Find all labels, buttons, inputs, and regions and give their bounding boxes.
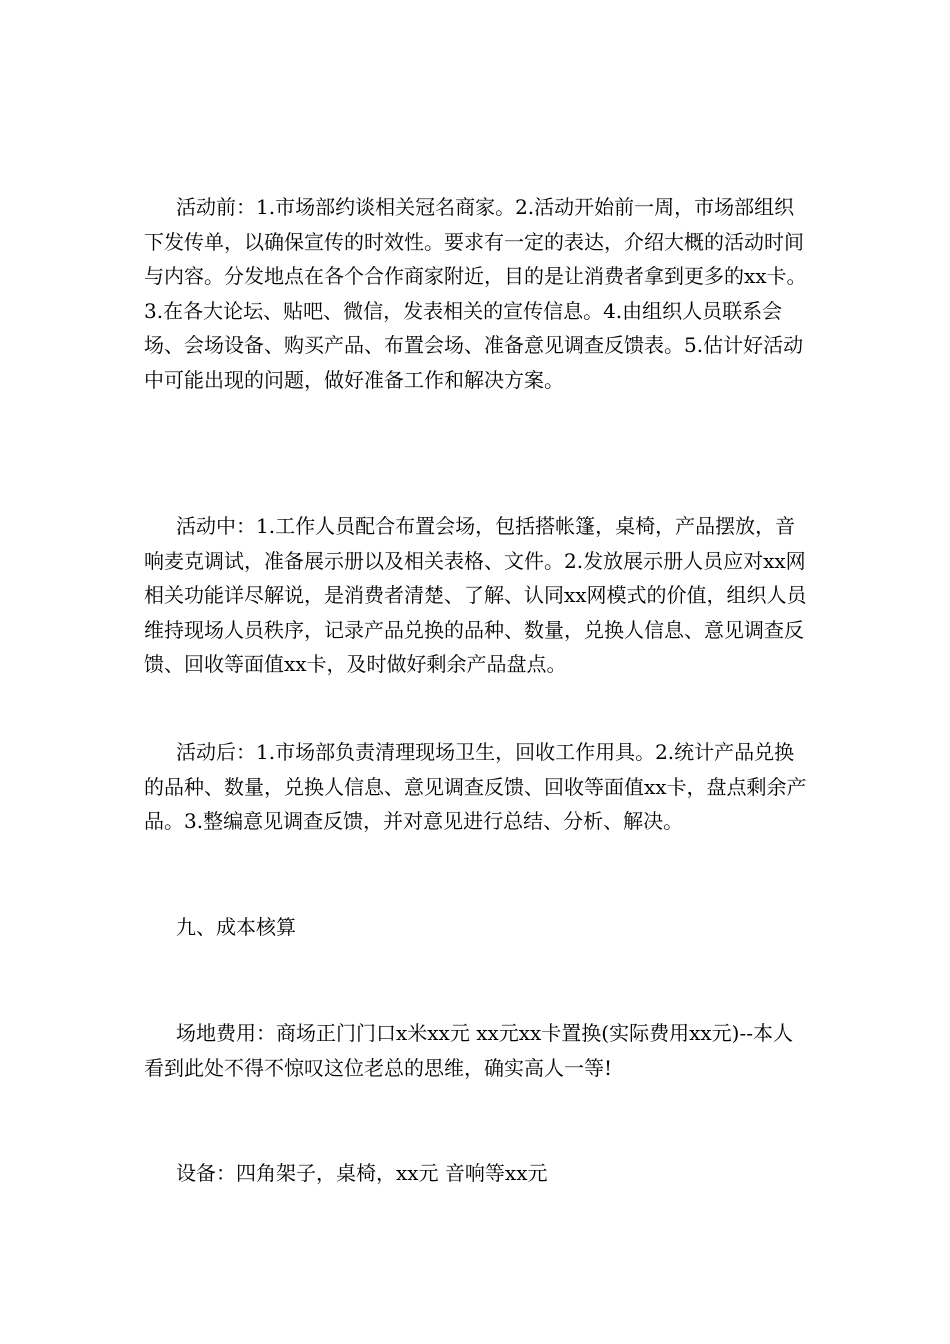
paragraph-before-event: 活动前：1.市场部约谈相关冠名商家。2.活动开始前一周，市场部组织下发传单，以确保宣传的时效性。要求有一定的表达，介绍大概的活动时间与内容。分发地点在各个合作商家附近，目的是让消费者拿到更多的xx卡。3.在各大论坛、贴吧、微信，发表相关的宣传信息。4.由组织人员联系会场、会场设备、购买产品、布置会场、准备意见调查反馈表。5.估计好活动中可能出现的问题，做好准备工作和解决方案。 xyxy=(144,195,807,392)
paragraph-during-event: 活动中：1.工作人员配合布置会场，包括搭帐篷，桌椅，产品摆放，音响麦克调试，准备展示册以及相关表格、文件。2.发放展示册人员应对xx网相关功能详尽解说，是消费者清楚、了解、认同xx网模式的价值，组织人员维持现场人员秩序，记录产品兑换的品种、数量，兑换人信息、意见调查反馈、回收等面值xx卡，及时做好剩余产品盘点。 xyxy=(144,514,807,676)
paragraph-venue-cost: 场地费用：商场正门门口x米xx元 xx元xx卡置换(实际费用xx元)--本人看到此处不得不惊叹这位老总的思维，确实高人一等! xyxy=(144,1021,793,1080)
paragraph-equipment-cost: 设备：四角架子，桌椅，xx元 音响等xx元 xyxy=(176,1161,548,1185)
section-heading-cost-accounting: 九、成本核算 xyxy=(176,915,296,939)
paragraph-after-event: 活动后：1.市场部负责清理现场卫生，回收工作用具。2.统计产品兑换的品种、数量，兑换人信息、意见调查反馈、回收等面值xx卡，盘点剩余产品。3.整编意见调查反馈，并对意见进行总结、分析、解决。 xyxy=(144,740,807,833)
